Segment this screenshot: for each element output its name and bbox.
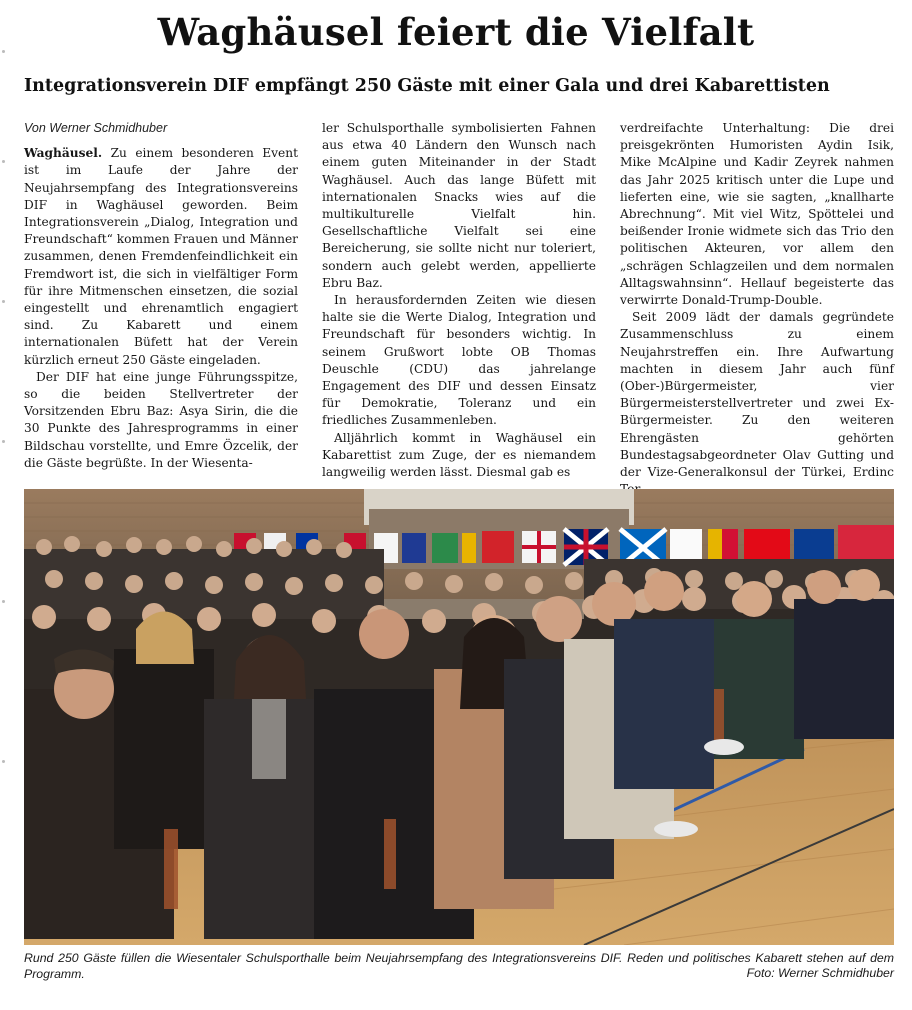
paragraph-text: Zu einem besonderen Event ist im Laufe der Jahre der Neujahrsempfang des Integrationsvereins DIF in Waghäusel geworden. Beim Integrationsverein „Dialog, Integration und Freundschaft“ kommen Frauen und Männer zusammen, denen Fremdenfeindlichkeit ein Fremdwort ist, die sich in vielfältiger Form für ihre Mitmenschen einsetzen, die sozial eingestellt und ehrenamtlich engagiert sind. Zu Kabarett und einem internationalen Büfett hat der Verein kürzlich erneut 250 Gäste eingeladen.	[24, 146, 298, 367]
article-subheadline: Integrationsverein DIF empfängt 250 Gäste mit einer Gala und drei Kabarettisten	[24, 76, 830, 96]
paragraph: verdreifachte Unterhaltung: Die drei preisgekrönten Humoristen Aydin Isik, Mike McAlpine und Kadir Zeyrek nahmen das Jahr 2025 kritisch unter die Lupe und lieferten eine, wie sie sagten, „knallharte Abrechnung“. Mit viel Witz, Spöttelei und beißender Ironie widmete sich das Trio den politischen Akteuren, vor allem den „schrägen Schlagzeilen und dem normalen Alltagswahnsinn“. Hellauf begeisterte das verwirrte Donald-Trump-Double.	[620, 121, 894, 308]
byline: Von Werner Schmidhuber	[24, 121, 168, 135]
article-body	[24, 120, 894, 480]
margin-marks	[2, 40, 6, 940]
paragraph: In herausfordernden Zeiten wie diesen halte sie die Werte Dialog, Integration und Freundschaft für besonders wichtig. In seinem Grußwort lobte OB Thomas Deuschle (CDU) das jahrelange Engagement des DIF und dessen Einsatz für Demokratie, Toleranz und ein friedliches Zusammenleben.	[322, 293, 596, 428]
paragraph	[24, 145, 298, 369]
article-headline: Waghäusel feiert die Vielfalt	[157, 10, 755, 54]
paragraph: Seit 2009 lädt der damals gegründete Zusammenschluss zu einem Neujahrstreffen ein. Ihre Aufwartung machten in diesem Jahr auch fünf (Ober-)Bürgermeister, vier Bürgermeisterstellvertreter und zwei Ex-Bürgermeister. Zu den weiteren Ehrengästen gehörten Bundestagsabgeordneter Olav Gutting und der Vize-Generalkonsul der Türkei, Erdinc	[620, 310, 894, 480]
dateline: Waghäusel.	[24, 146, 103, 161]
column-1	[24, 120, 298, 475]
column-2	[322, 120, 596, 480]
photo-credit: Foto: Werner Schmidhuber	[746, 966, 894, 980]
event-photo	[24, 489, 894, 945]
event-photo-illustration	[24, 489, 894, 945]
paragraph: ler Schulsporthalle symbolisierten Fahnen aus etwa 40 Ländern den Wunsch nach einem guten Miteinander in der Stadt Waghäusel. Auch das lange Büfett mit internationalen Snacks wies auf die multikulturelle Vielfalt hin. Gesellschaftliche Vielfalt sei eine Bereicherung, sie sollte nicht nur toleriert, sondern auch gelebt werden, appellierte Ebru Baz.	[322, 121, 596, 290]
photo-caption: Rund 250 Gäste füllen die Wiesentaler Schulsporthalle beim Neujahrsempfang des Integrationsvereins DIF. Reden und politisches Kabarett stehen auf dem Programm.	[24, 951, 894, 981]
paragraph: Der DIF hat eine junge Führungsspitze, so die beiden Stellvertreter der Vorsitzenden Ebru Baz: Asya Sirin, die die 30 Punkte des Jahresprogramms in einer Bildschau vorstellte, und Emre Özcelik, der die Gäste begrüßte. In der Wiesenta-	[24, 369, 298, 470]
paragraph: Alljährlich kommt in Waghäusel ein Kabarettist zum Zuge, der es niemandem langweilig werden lässt. Diesmal gab es	[322, 430, 596, 480]
column-3	[620, 120, 894, 480]
